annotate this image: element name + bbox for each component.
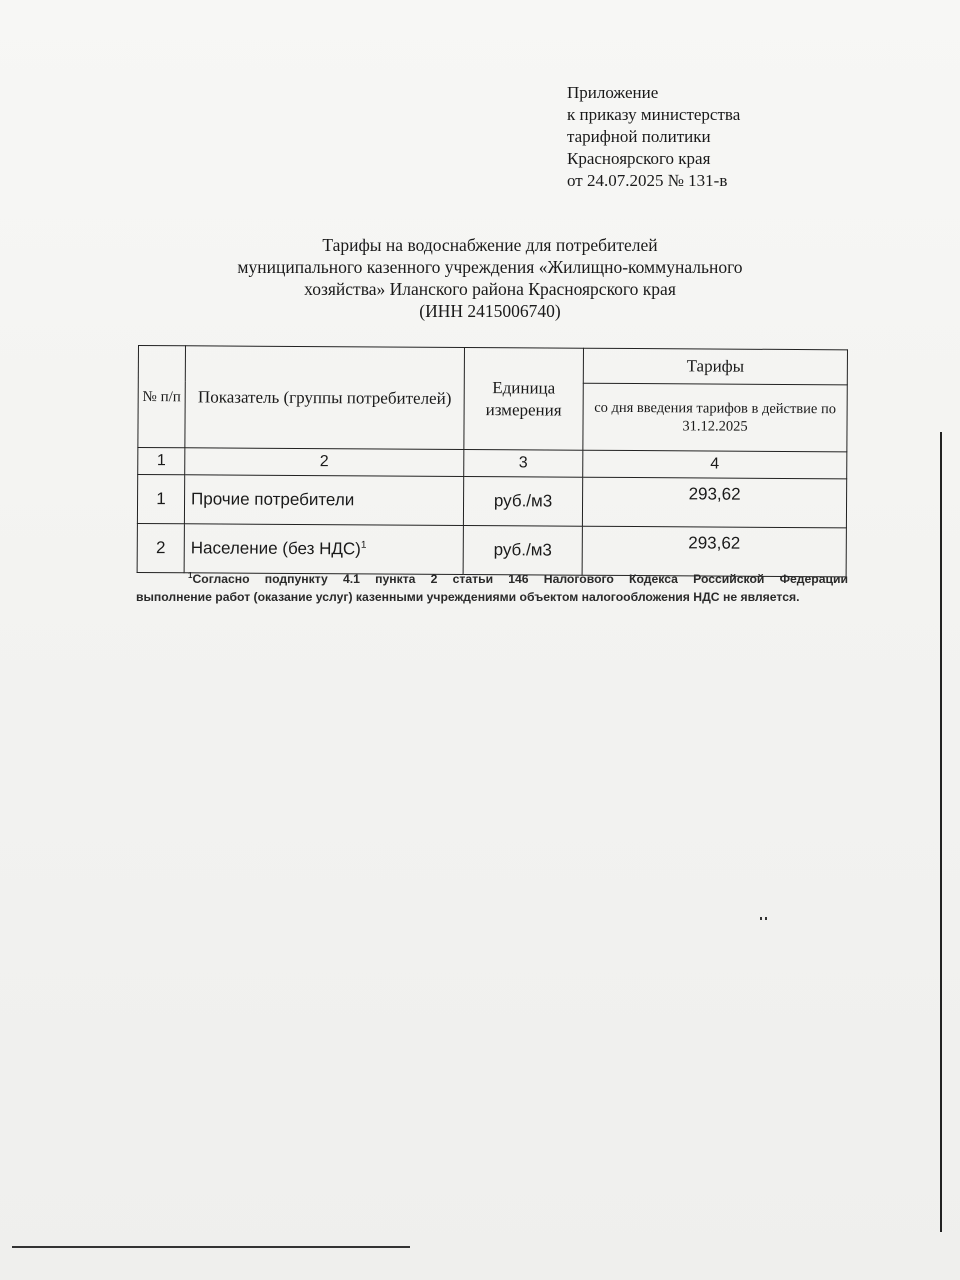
header-tariffs: Тарифы [583,348,847,385]
title-inn: (ИНН 2415006740) [419,301,561,321]
stray-mark [765,917,767,920]
row-unit: руб./м3 [463,525,582,575]
stray-marks [760,917,768,921]
bottom-rule [12,1246,410,1248]
table-row [137,475,846,528]
row-tariff-value: 293,62 [582,526,846,577]
header-num: № п/п [138,346,186,448]
row-indicator: Прочие потребители [184,475,463,526]
appendix-line: Приложение [567,83,659,102]
row-tariff-value: 293,62 [582,477,846,528]
footnote-line: $^1$Согласно подпункту 4.1 пункта 2 статьи 146 Налогового Кодекса Российской Федерации [188,570,848,586]
title-line: Тарифы на водоснабжение для потребителей [322,235,658,255]
column-index: 1 [138,448,185,475]
row-indicator: Население (без НДС)$^1$ [184,524,463,575]
footnote-mark: 1 [360,539,367,551]
table-header-row [138,346,847,385]
appendix-line: тарифной политики [567,127,711,146]
stray-mark [760,917,762,920]
appendix-line: к приказу министерства [567,105,741,124]
table-row [137,523,846,576]
row-num: 2 [137,523,184,572]
footnote-mark: 1 [188,570,193,580]
appendix-header [567,82,740,192]
column-index: 3 [464,449,583,477]
row-unit: руб./м3 [463,476,582,526]
column-index: 4 [583,450,847,479]
page-edge-line [940,432,942,1232]
appendix-order-line: от 24.07.2025 № 131-в [567,171,728,190]
column-index: 2 [185,448,464,477]
column-index-row [138,448,847,479]
header-indicator: Показатель (группы потребителей) [185,346,465,450]
footnote [136,570,848,606]
title-line: хозяйства» Иланского района Красноярского края [304,279,676,299]
appendix-line: Красноярского края [567,149,711,168]
footnote-line: выполнение работ (оказание услуг) казенными учреждениями объектом налогообложения НДС не является. [136,590,800,604]
header-unit: Единица измерения [464,347,584,450]
tariffs-table [137,345,848,577]
header-period: со дня введения тарифов в действие по 31.12.2025 [583,383,847,452]
document-title [150,234,830,322]
row-num: 1 [137,475,184,524]
title-line: муниципального казенного учреждения «Жилищно-коммунального [237,257,743,277]
